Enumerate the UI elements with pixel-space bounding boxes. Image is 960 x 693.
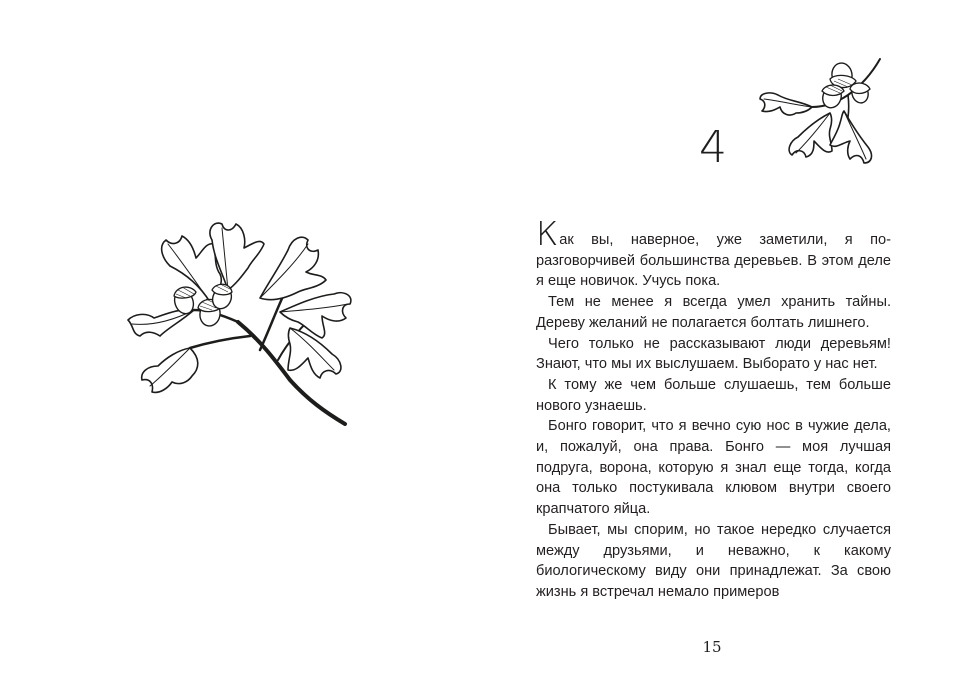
chapter-number: 4 (699, 122, 727, 173)
chapter-body-text (536, 214, 891, 603)
paragraph: К тому же чем больше слушаешь, тем больше нового узнаешь. (536, 376, 891, 414)
paragraph-text: ак вы, наверное, уже заметили, я поразговорчивей большинства деревьев. В этом деле я еще новичок. Учусь пока. (536, 232, 891, 290)
oak-branch-with-acorns-icon (110, 210, 360, 435)
paragraph: Чего только не рассказывают люди деревьям! Знают, что мы их выслушаем. Выборато у нас нет. (536, 335, 891, 373)
paragraph: Бонго говорит, что я вечно сую нос в чужие дела, и, пожалуй, она права. Бонго — моя лучшая подруга, ворона, которую я знал еще тогда, когда она только постукивала клювом внутри своего крапчатого яйца. (536, 418, 891, 518)
small-oak-branch-with-acorns-icon (752, 55, 887, 170)
page-number: 15 (702, 638, 722, 656)
acorn-icon (850, 81, 871, 104)
paragraph: Тем не менее я всегда умел хранить тайны. Дереву желаний не полагается болтать лишнего. (536, 294, 891, 331)
paragraph: Бывает, мы спорим, но такое нередко случается между друзьями, и неважно, к какому биологическому виду они принадлежат. За свою жизнь я встречал немало примеров (536, 521, 891, 600)
drop-cap: К (536, 214, 559, 253)
paragraph (536, 214, 891, 292)
